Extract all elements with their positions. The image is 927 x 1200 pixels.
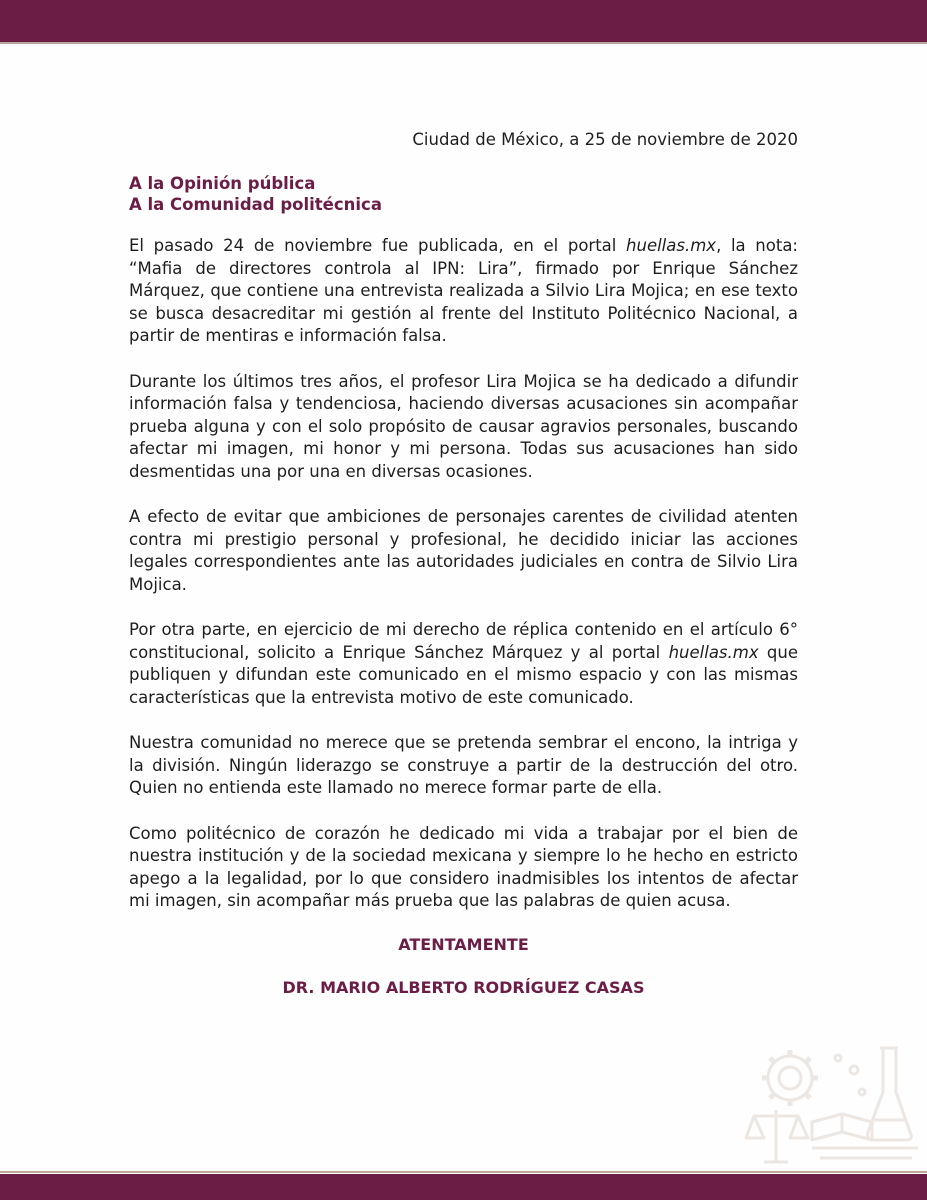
letter-body: [129, 235, 798, 936]
letter-date: Ciudad de México, a 25 de noviembre de 2020: [412, 130, 798, 149]
paragraph-6: Como politécnico de corazón he dedicado mi vida a trabajar por el bien de nuestra institución y de la sociedad mexicana y siempre lo he hecho en estricto apego a la legalidad, por lo que considero inadmisibles los intentos de afectar mi imagen, sin acompañar más prueba que las palabras de quien acusa.: [129, 823, 798, 910]
footer-divider: [0, 1171, 927, 1173]
paragraph-1: El pasado 24 de noviembre fue publicada, en el portal huellas.mx, la nota: “Mafia de directores controla al IPN: Lira”, firmado por Enrique Sánchez Márquez, que contiene una entrevista realizada a Silvio Lira Mojica; en ese texto se busca desacreditar mi gestión al frente del Instituto Politécnico Nacional, a partir de mentiras e información falsa.: [129, 236, 798, 345]
header-band: [0, 0, 927, 42]
signature-name: DR. MARIO ALBERTO RODRÍGUEZ CASAS: [282, 978, 645, 997]
portal-link-text: huellas.mx: [626, 236, 717, 255]
paragraph-2: Durante los últimos tres años, el profesor Lira Mojica se ha dedicado a difundir información falsa y tendenciosa, haciendo diversas acusaciones sin acompañar prueba alguna y con el solo propósito de causar agravios personales, buscando afectar mi imagen, mi honor y mi persona. Todas sus acusaciones han sido desmentidas una por una en diversas ocasiones.: [129, 371, 798, 481]
portal-link-text: huellas.mx: [668, 642, 759, 662]
paragraph-5: Nuestra comunidad no merece que se pretenda sembrar el encono, la intriga y la división. Ningún liderazgo se construye a partir de la destrucción del otro. Quien no entienda este llamado no merece formar parte de ella.: [129, 733, 798, 797]
closing: ATENTAMENTE: [398, 935, 529, 954]
header-divider: [0, 42, 927, 44]
salutation: [129, 173, 382, 215]
salutation-line-1: A la Opinión pública: [129, 174, 316, 193]
footer-band: [0, 1174, 927, 1200]
salutation-line-2: A la Comunidad politécnica: [129, 195, 382, 214]
paragraph-4: Por otra parte, en ejercicio de mi derecho de réplica contenido en el artículo 6° constitucional, solicito a Enrique Sánchez Márquez y al portal huellas.mx que publiquen y difundan este comunicado en el mismo espacio y con las mismas características que la entrevista motivo de este comunicado.: [129, 620, 798, 707]
paragraph-3: A efecto de evitar que ambiciones de personajes carentes de civilidad atenten contra mi prestigio personal y profesional, he decidido iniciar las acciones legales correspondientes ante las autoridades judiciales en contra de Silvio Lira Mojica.: [129, 507, 798, 594]
ipn-emblem-icon: [742, 1040, 922, 1168]
